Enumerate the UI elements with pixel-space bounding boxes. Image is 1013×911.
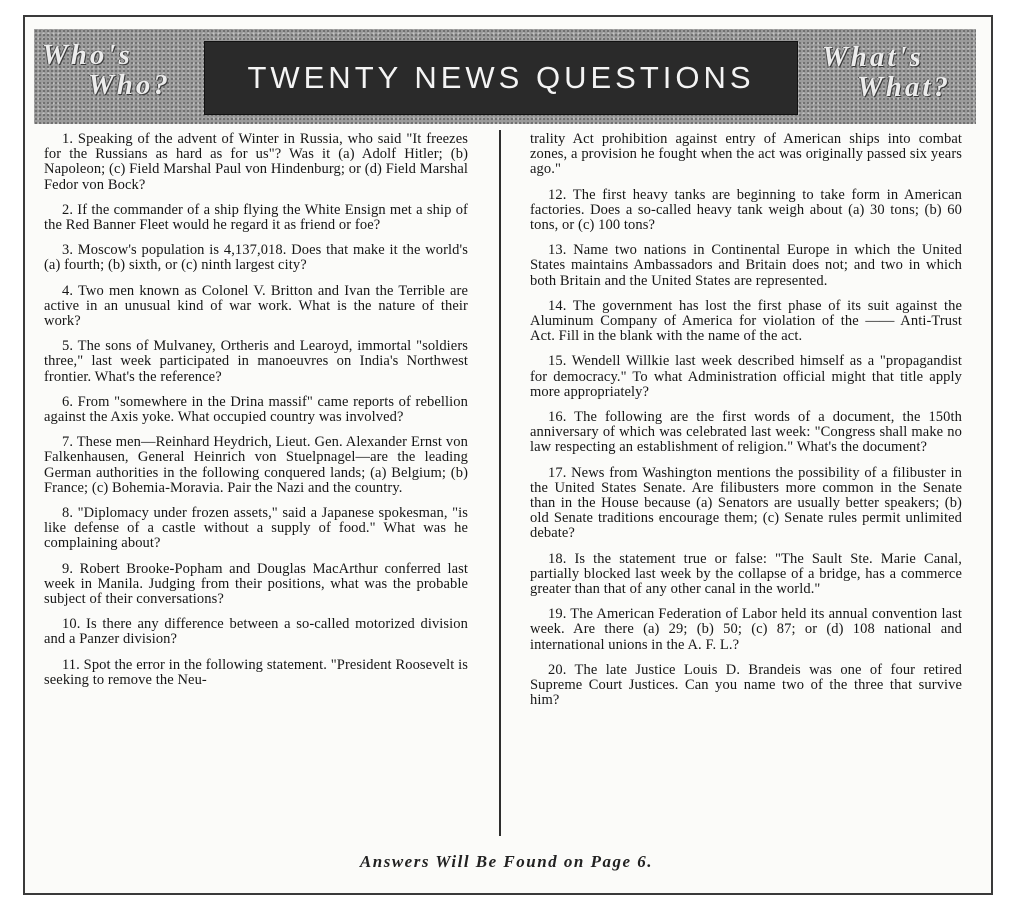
whos-who-line2: Who? xyxy=(88,69,171,101)
question-10: 10. Is there any difference between a so-called motorized division and a Panzer division? xyxy=(44,616,468,648)
question-18: 18. Is the statement true or false: "The Sault Ste. Marie Canal, partially blocked last week by the collapse of a bridge, has a commerce greater than that of any other canal in the world." xyxy=(530,550,962,598)
question-13: 13. Name two nations in Continental Europe in which the United States maintains Ambassadors and Britain does not; and two in which both Britain and the United States are represented. xyxy=(530,242,962,289)
question-11: 11. Spot the error in the following statement. "President Roosevelt is seeking to remove the Neu- xyxy=(44,656,468,688)
question-4: 4. Two men known as Colonel V. Britton and Ivan the Terrible are active in an unusual kind of war work. What is the nature of their work? xyxy=(44,282,468,330)
question-19: 19. The American Federation of Labor held its annual convention last week. Are there (a) 29; (b) 50; (c) 87; or (d) 108 national and international unions in the A. F. L.? xyxy=(530,606,962,653)
left-column xyxy=(44,132,468,698)
column-divider xyxy=(499,130,501,836)
whats-what-tag xyxy=(822,42,951,102)
question-11-continued: trality Act prohibition against entry of American ships into combat zones, a provision he fought when the act was originally passed six years ago." xyxy=(530,131,962,178)
question-7: 7. These men—Reinhard Heydrich, Lieut. Gen. Alexander Ernst von Falkenhausen, General Heinrich von Stuelpnagel—are the leading German authorities in the following conquered lands; (a) Belgium; (b) France; (c) Bohemia-Moravia. Pair the Nazi and the country. xyxy=(44,434,468,496)
question-6: 6. From "somewhere in the Drina massif" came reports of rebellion against the Axis yoke. What occupied country was involved? xyxy=(44,393,468,426)
question-15: 15. Wendell Willkie last week described himself as a "propagandist for democracy." To what Administration official might that title apply more appropriately? xyxy=(530,353,962,400)
question-1: 1. Speaking of the advent of Winter in Russia, who said "It freezes for the Russians as hard as for us"? Was it (a) Adolf Hitler; (b) Napoleon; (c) Field Marshal Paul von Hindenburg; or (d) Field Marshal Fedor von Bock? xyxy=(44,131,468,193)
page-title: TWENTY NEWS QUESTIONS xyxy=(247,60,755,95)
question-12: 12. The first heavy tanks are beginning to take form in American factories. Does a so-called heavy tank weigh about (a) 30 tons; (b) 60 tons, or (c) 100 tons? xyxy=(530,186,962,234)
whos-who-line1: Who's xyxy=(42,39,133,71)
question-17: 17. News from Washington mentions the possibility of a filibuster in the United States Senate. Are filibusters more common in the Senate than in the House because (a) Senators are usually better speakers; (b) old Senate traditions encourage them; (c) Senate rules permit unlimited debate? xyxy=(530,464,962,542)
question-14: 14. The government has lost the first phase of its suit against the Aluminum Company of America for violation of the —— Anti-Trust Act. Fill in the blank with the name of the act. xyxy=(530,297,962,345)
title-box xyxy=(204,41,798,115)
question-20: 20. The late Justice Louis D. Brandeis was one of four retired Supreme Court Justices. Can you name two of the three that survive him? xyxy=(530,661,962,709)
question-16: 16. The following are the first words of a document, the 150th anniversary of which was celebrated last week: "Congress shall make no law respecting an establishment of religion." What's the document? xyxy=(530,409,962,456)
right-column xyxy=(530,132,962,719)
whats-what-line1: What's xyxy=(822,41,924,73)
question-3: 3. Moscow's population is 4,137,018. Does that make it the world's (a) fourth; (b) sixth, or (c) ninth largest city? xyxy=(44,242,468,274)
question-5: 5. The sons of Mulvaney, Ortheris and Learoyd, immortal "soldiers three," last week participated in manoeuvres on India's Northwest frontier. What's the reference? xyxy=(44,338,468,385)
answers-footer: Answers Will Be Found on Page 6. xyxy=(359,852,654,871)
question-9: 9. Robert Brooke-Popham and Douglas MacArthur conferred last week in Manila. Judging from their positions, what was the probable subject of their conversations? xyxy=(44,560,468,608)
question-8: 8. "Diplomacy under frozen assets," said a Japanese spokesman, "is like defense of a castle without a supply of food." What was he complaining about? xyxy=(44,505,468,552)
question-2: 2. If the commander of a ship flying the White Ensign met a ship of the Red Banner Fleet would he regard it as friend or foe? xyxy=(44,201,468,234)
whos-who-tag xyxy=(42,40,171,100)
whats-what-line2: What? xyxy=(857,71,951,103)
